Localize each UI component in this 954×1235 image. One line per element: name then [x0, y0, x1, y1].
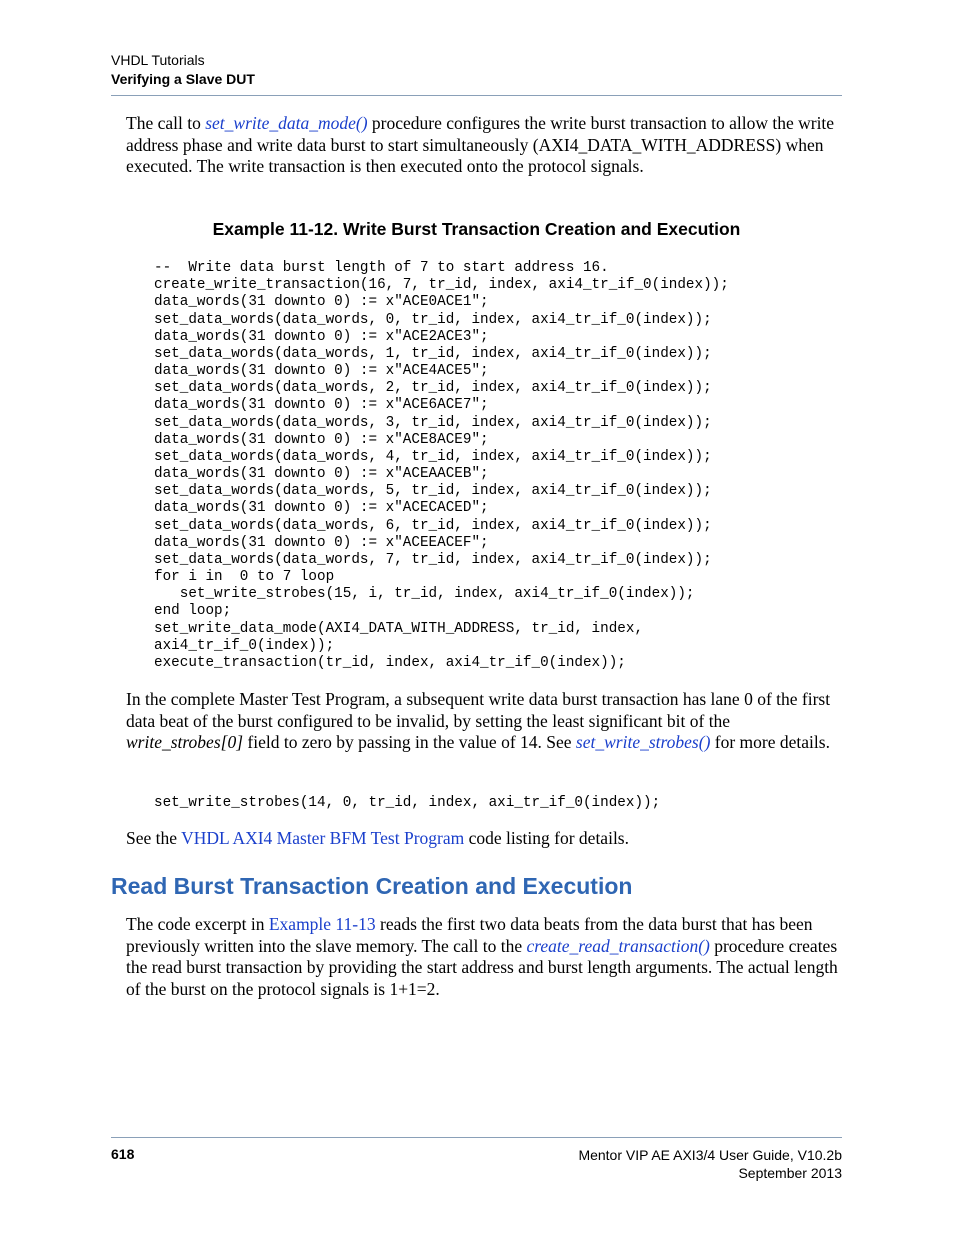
para4-text-1: The code excerpt in	[126, 914, 269, 934]
paragraph-see-test-program	[126, 828, 842, 850]
paragraph-write-strobes	[126, 689, 842, 754]
code-line-write-strobes: set_write_strobes(14, 0, tr_id, index, axi_tr_if_0(index));	[154, 795, 661, 811]
running-header	[111, 51, 255, 89]
link-example-11-13[interactable]: Example 11-13	[268, 914, 376, 934]
para1-text-before: The call to	[126, 113, 206, 133]
footer-info	[578, 1146, 842, 1182]
para3-text-before: See the	[126, 828, 182, 848]
header-chapter: VHDL Tutorials	[111, 52, 205, 68]
footer-rule	[111, 1137, 842, 1138]
link-create-read-transaction[interactable]: create_read_transaction()	[526, 935, 710, 956]
para2-text-1: In the complete Master Test Program, a subsequent write data burst transaction has lane 0 of the first data beat of the burst configured to be invalid, by setting the least significant bit of the	[126, 689, 831, 731]
para4-text-2: reads the first two data beats from the data burst that has been previously written into the slave memory. The call to the	[126, 914, 813, 956]
paragraph-write-data-mode	[126, 113, 842, 178]
para2-text-3: for more details.	[710, 732, 830, 753]
footer-guide-title: Mentor VIP AE AXI3/4 User Guide, V10.2b	[578, 1147, 842, 1163]
para2-italic-field: write_strobes[0]	[126, 732, 244, 753]
example-title: Example 11-12. Write Burst Transaction Creation and Execution	[212, 219, 741, 239]
link-set-write-data-mode[interactable]: set_write_data_mode()	[205, 113, 368, 133]
paragraph-read-burst	[126, 914, 842, 1000]
code-block-write-burst: -- Write data burst length of 7 to start address 16. create_write_transaction(16, 7, tr_id, index, axi4_tr_if_0(index)); data_words(31 downto 0) := x"ACE0ACE1"; set_data_words(data_words, 0, tr_id, index, axi4_tr_if_0(index)); data_words(31 downto 0) := x"ACE2ACE3"; set_data_words(data_words, 1, tr_id, index, axi4_tr_if_0(index)); data_words(31 downto 0) := x"ACE4ACE5"; set_data_words(data_words, 2, tr_id, index, axi4_tr_if_0(index)); data_words(31 downto 0) := x"ACE6ACE7"; set_data_words(data_words, 3, tr_id, index, axi4_tr_if_0(index)); data_words(31 downto 0) := x"ACE8ACE9"; set_data_words(data_words, 4, tr_id, index, axi4_tr_if_0(index)); data_words(31 downto 0) := x"ACEAACEB"; set_data_words(data_words, 5, tr_id, index, axi4_tr_if_0(index)); data_words(31 downto 0) := x"ACECACED"; set_data_words(data_words, 6, tr_id, index, axi4_tr_if_0(index)); data_words(31 downto 0) := x"ACEEACEF"; set_data_words(data_words, 7, tr_id, index, axi4_tr_if_0(index)); for i in 0 to 7 loop set_write_strobes(15, i, tr_id, index, axi4_tr_if_0(index)); end loop; set_write_data_mode(AXI4_DATA_WITH_ADDRESS, tr_id, index, axi4_tr_if_0(index)); execute_transaction(tr_id, index, axi4_tr_if_0(index));	[154, 260, 729, 671]
header-rule	[111, 95, 842, 96]
link-vhdl-master-test-program[interactable]: VHDL AXI4 Master BFM Test Program	[181, 828, 465, 848]
para1-text-after: procedure configures the write burst transaction to allow the write address phase and write data burst to start simultaneously (AXI4_DATA_WITH_ADDRESS) when executed. The write transaction is then executed onto the protocol signals.	[126, 113, 835, 177]
para4-text-3: procedure creates the read burst transaction by providing the start address and burst length arguments. The actual length of the burst on the protocol signals is 1+1=2.	[126, 935, 838, 999]
header-section: Verifying a Slave DUT	[111, 71, 255, 87]
page-number: 618	[111, 1146, 135, 1162]
para3-text-after: code listing for details.	[464, 828, 629, 848]
section-heading: Read Burst Transaction Creation and Execution	[111, 873, 633, 899]
footer-date: September 2013	[738, 1165, 842, 1181]
link-set-write-strobes[interactable]: set_write_strobes()	[575, 732, 711, 753]
para2-text-2: field to zero by passing in the value of 14. See	[243, 732, 576, 753]
